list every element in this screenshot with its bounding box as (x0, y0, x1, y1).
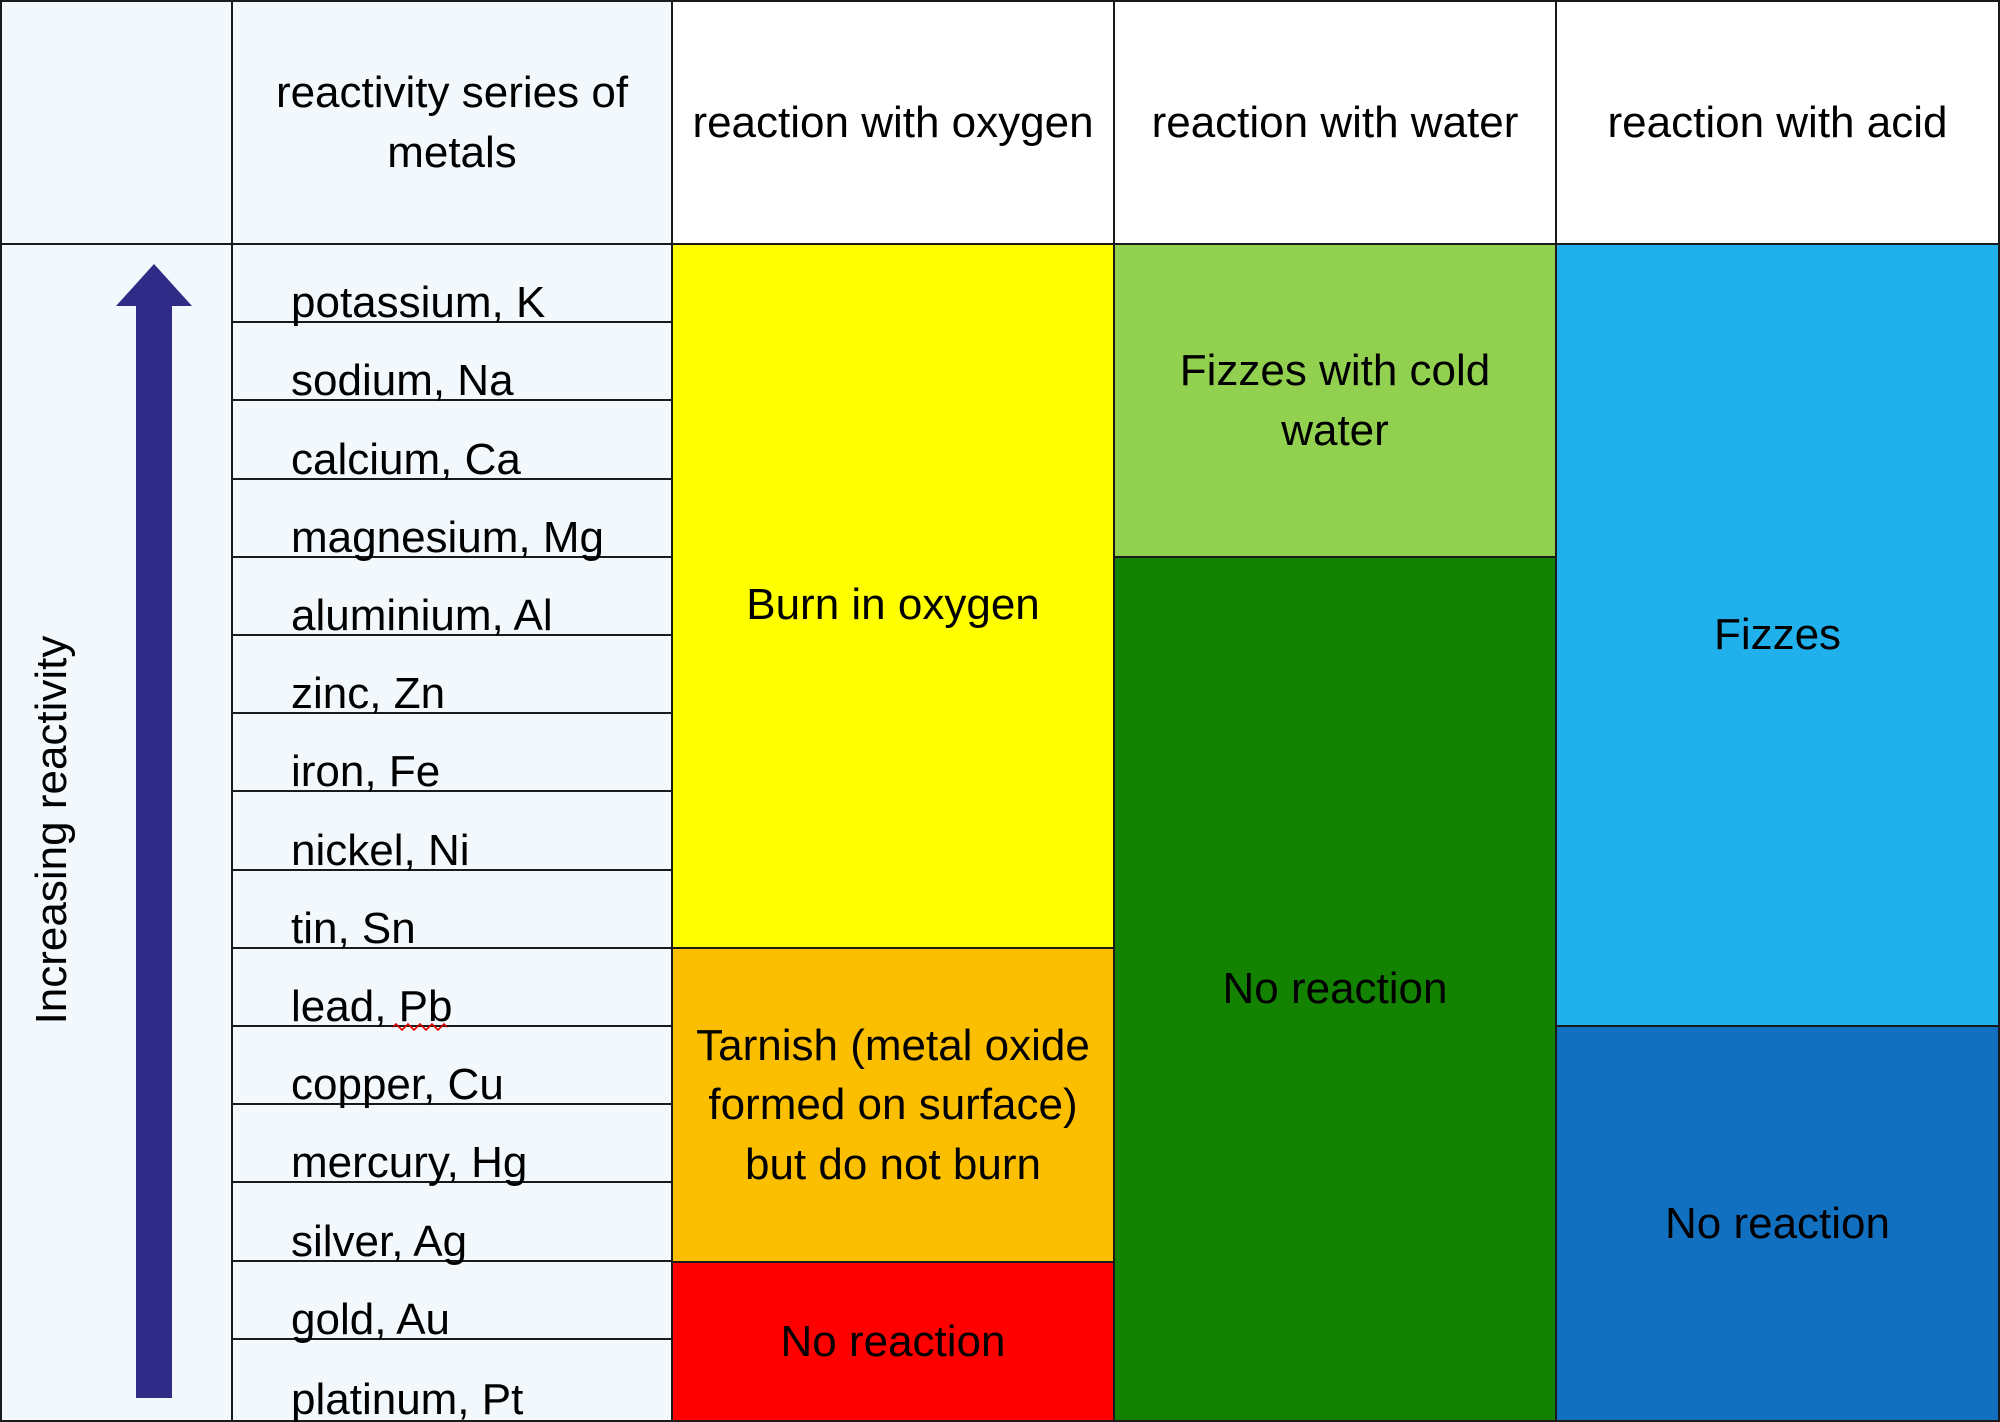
metal-name: iron, Fe (291, 747, 441, 797)
oxygen-burn-text: Burn in oxygen (746, 580, 1040, 629)
header-metals (231, 0, 673, 245)
corner-cell (0, 0, 233, 245)
metal-row (231, 1105, 671, 1188)
metal-row (231, 480, 671, 562)
header-water (1113, 0, 1557, 245)
arrow-shape (116, 264, 192, 1398)
metal-name: sodium, Na (291, 356, 514, 406)
header-metals-text: reactivity series of metals (275, 68, 629, 177)
metal-name: mercury, Hg (291, 1138, 528, 1188)
oxygen-none-text: No reaction (780, 1316, 1006, 1366)
acid-fizz-cell (1555, 243, 2000, 1027)
metal-name: zinc, Zn (291, 669, 446, 719)
water-fizz-text: Fizzes with cold water (1179, 346, 1491, 455)
oxygen-burn-cell (671, 243, 1115, 949)
metal-row (231, 1262, 671, 1344)
metal-row (231, 1340, 671, 1422)
header-acid (1555, 0, 2000, 245)
metal-name: tin, Sn (291, 903, 416, 953)
metal-row (231, 323, 671, 406)
water-none-cell (1113, 556, 1557, 1422)
metal-name: potassium, K (291, 278, 546, 328)
metal-name: silver, Ag (291, 1216, 468, 1266)
metal-row (231, 636, 671, 719)
metal-name: aluminium, Al (291, 590, 553, 640)
spellcheck-squiggle-icon (393, 1022, 447, 1032)
oxygen-tarnish-cell (671, 947, 1115, 1263)
metal-row (231, 792, 671, 875)
metal-row (231, 1183, 671, 1266)
header-oxygen-text: reaction with oxygen (692, 97, 1094, 147)
metal-row (231, 871, 671, 953)
header-acid-text: reaction with acid (1607, 97, 1948, 147)
acid-none-cell (1555, 1025, 2000, 1422)
metal-name: nickel, Ni (291, 825, 470, 875)
metal-row (231, 1027, 671, 1110)
metal-row (231, 714, 671, 797)
header-oxygen (671, 0, 1115, 245)
up-arrow-icon (110, 262, 198, 1402)
acid-fizz-text: Fizzes (1713, 610, 1842, 660)
oxygen-tarnish-text: Tarnish (metal oxide formed on surface) but do not burn (696, 1020, 1090, 1189)
header-water-text: reaction with water (1151, 97, 1519, 147)
metal-name: calcium, Ca (291, 434, 521, 484)
metal-row (231, 401, 671, 484)
metal-name: magnesium, Mg (291, 512, 605, 562)
metal-name: lead, Pb (291, 981, 453, 1031)
water-fizz-cell (1113, 243, 1557, 558)
oxygen-none-cell (671, 1261, 1115, 1422)
metal-row (231, 949, 671, 1031)
acid-none-text: No reaction (1664, 1198, 1890, 1248)
metal-name: gold, Au (291, 1294, 451, 1344)
metal-row (231, 558, 671, 640)
metal-row (231, 245, 671, 328)
metal-name: copper, Cu (291, 1060, 504, 1110)
increasing-reactivity-label: Increasing reactivity (27, 635, 76, 1025)
metal-name: platinum, Pt (291, 1374, 524, 1422)
water-none-text: No reaction (1222, 964, 1448, 1014)
